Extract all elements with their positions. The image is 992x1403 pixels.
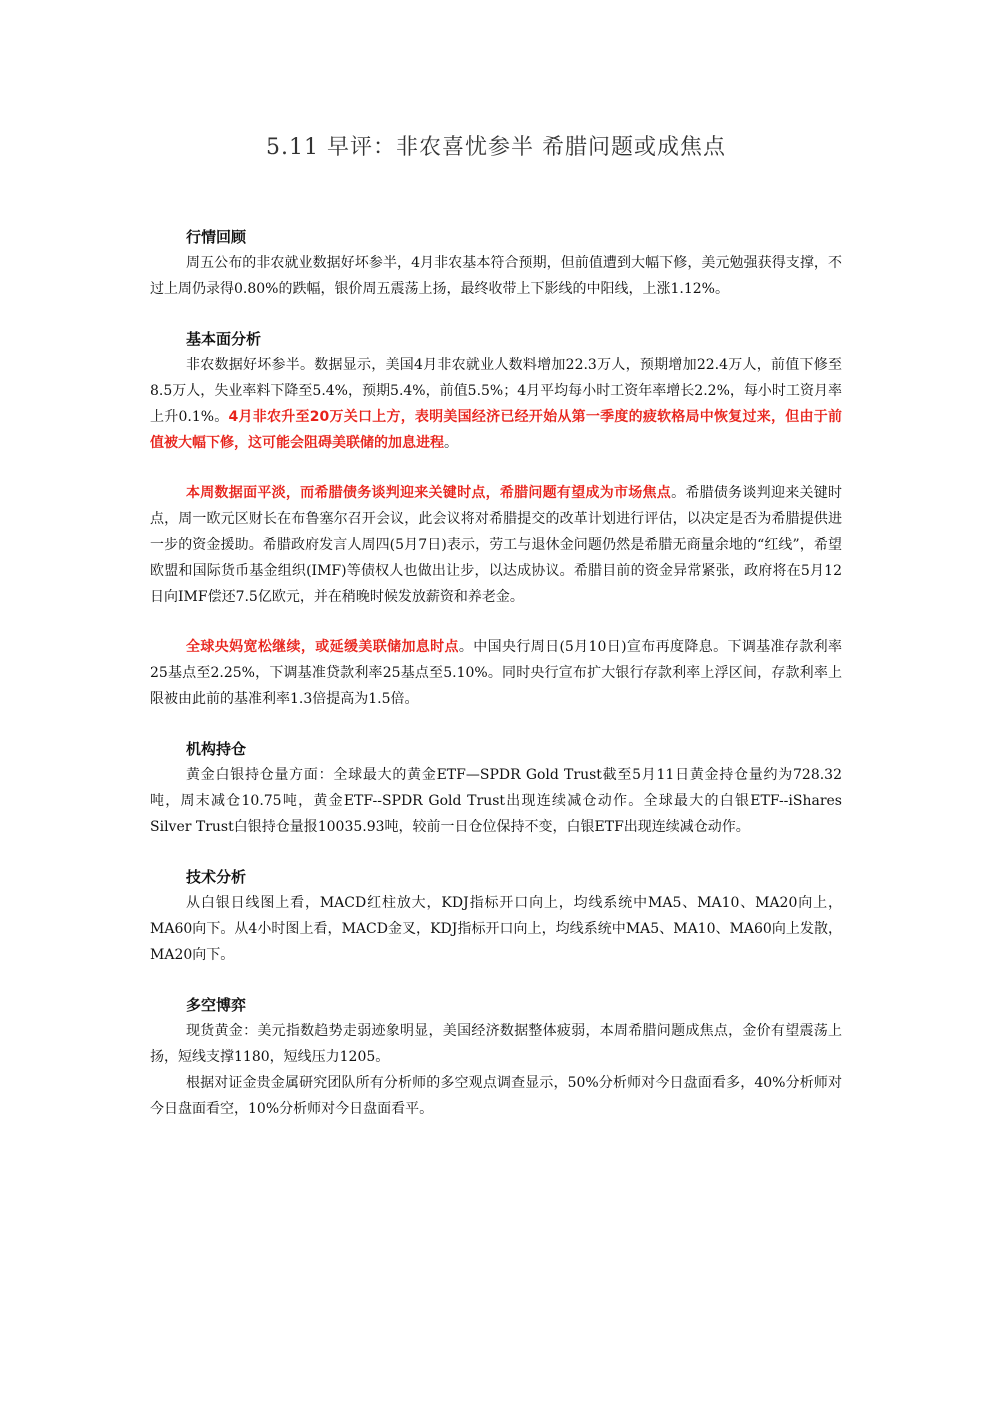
document-body [150, 224, 842, 1146]
paragraph-text: 非农数据好坏参半。数据显示，美国4月非农就业人数料增加22.3万人，预期增加22.4万人，前值下修至8.5万人，失业率料下降至5.4%，预期5.4%，前值5.5%；4月平均每小时工资年率增长2.2%，每小时工资月率上升0.1%。 [150, 357, 842, 425]
paragraph-text: 黄金白银持仓量方面：全球最大的黄金ETF—SPDR Gold Trust截至5月11日黄金持仓量约为728.32吨，周末减仓10.75吨，黄金ETF--SPDR Gold Trust出现连续减仓动作。全球最大的白银ETF--iShares Silver Trust白银持仓量报10035.93吨，较前一日仓位保持不变，白银ETF出现连续减仓动作。 [150, 767, 842, 835]
paragraph-text: 。希腊债务谈判迎来关键时点，周一欧元区财长在布鲁塞尔召开会议，此会议将对希腊提交的改革计划进行评估，以决定是否为希腊提供进一步的资金援助。希腊政府发言人周四(5月7日)表示，劳工与退休金问题仍然是希腊无商量余地的“红线”，希望欧盟和国际货币基金组织(IMF)等债权人也做出让步，以达成协议。希腊目前的资金异常紧张，政府将在5月12日向IMF偿还7.5亿欧元，并在稍晚时候发放薪资和养老金。 [150, 485, 843, 605]
paragraph [150, 1070, 842, 1122]
paragraph [150, 890, 842, 968]
section-heading: 多空博弈 [186, 996, 247, 1014]
paragraph-text: 从白银日线图上看，MACD红柱放大，KDJ指标开口向上，均线系统中MA5、MA10、MA20向上，MA60向下。从4小时图上看，MACD金叉，KDJ指标开口向上，均线系统中MA5、MA10、MA60向上发散，MA20向下。 [150, 895, 842, 963]
paragraph-text: 根据对证金贵金属研究团队所有分析师的多空观点调查显示，50%分析师对今日盘面看多，40%分析师对今日盘面看空，10%分析师对今日盘面看平。 [150, 1075, 842, 1117]
paragraph-text: 。中国央行周日(5月10日)宣布再度降息。下调基准存款利率25基点至2.25%，下调基准贷款利率25基点至5.10%。同时央行宣布扩大银行存款利率上浮区间，存款利率上限被由此前的基准利率1.3倍提高为1.5倍。 [150, 639, 842, 707]
section-long-short [150, 992, 842, 1122]
section-heading: 行情回顾 [186, 228, 247, 246]
document-title: 5.11 早评：非农喜忧参半 希腊问题或成焦点 [266, 135, 726, 160]
section-heading: 技术分析 [186, 868, 247, 886]
highlight-text: 本周数据面平淡，而希腊债务谈判迎来关键时点，希腊问题有望成为市场焦点 [186, 485, 672, 501]
paragraph [150, 480, 842, 610]
section-market-review [150, 224, 842, 302]
paragraph-text-end: 。 [444, 435, 458, 451]
section-fundamental-analysis [150, 326, 842, 456]
section-institutional-holdings [150, 736, 842, 840]
paragraph-text: 周五公布的非农就业数据好坏参半，4月非农基本符合预期，但前值遭到大幅下修，美元勉强获得支撑，不过上周仍录得0.80%的跌幅，银价周五震荡上扬，最终收带上下影线的中阳线，上涨1.12%。 [150, 255, 842, 297]
highlight-text: 4月非农升至20万关口上方，表明美国经济已经开始从第一季度的疲软格局中恢复过来，但由于前值被大幅下修，这可能会阻碍美联储的加息进程 [150, 409, 842, 451]
section-technical-analysis [150, 864, 842, 968]
section-heading: 机构持仓 [186, 740, 247, 758]
highlight-text: 全球央妈宽松继续，或延缓美联储加息时点 [186, 639, 459, 655]
paragraph [150, 352, 842, 456]
section-heading: 基本面分析 [186, 330, 262, 348]
paragraph-text: 现货黄金：美元指数趋势走弱迹象明显，美国经济数据整体疲弱，本周希腊问题成焦点，金价有望震荡上扬，短线支撑1180，短线压力1205。 [150, 1023, 842, 1065]
paragraph [150, 762, 842, 840]
section-central-bank-easing [150, 634, 842, 712]
section-greece-debt [150, 480, 842, 610]
paragraph [150, 634, 842, 712]
paragraph [150, 1018, 842, 1070]
paragraph [150, 250, 842, 302]
